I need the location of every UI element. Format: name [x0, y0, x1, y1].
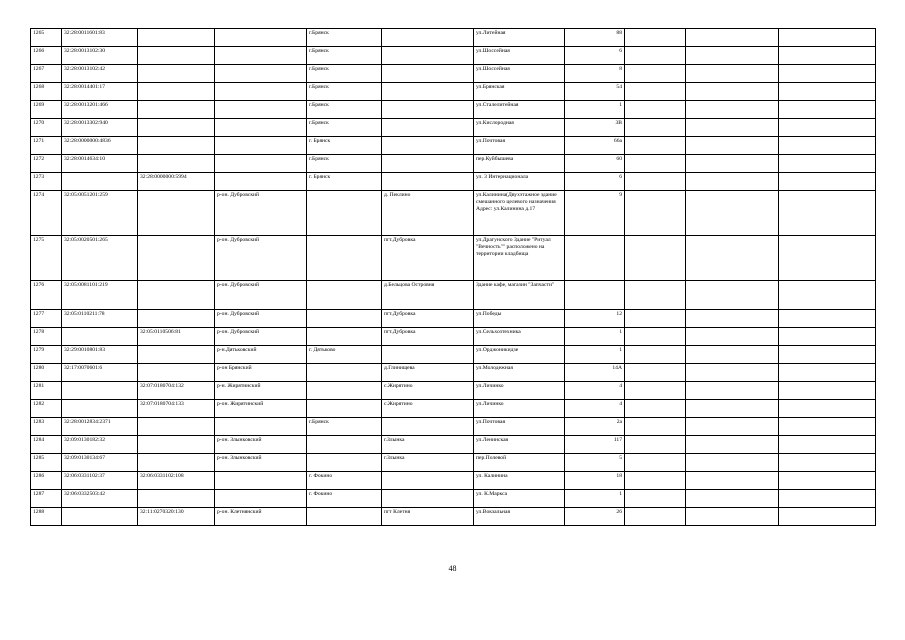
table-cell: 1288 — [31, 508, 62, 526]
registry-table — [30, 28, 876, 526]
table-cell: ул.Шоссейная — [474, 65, 565, 83]
table-cell — [779, 364, 876, 382]
table-cell: р-он. Дубровский — [215, 236, 307, 281]
table-cell — [686, 436, 779, 454]
table-row — [31, 346, 876, 364]
table-cell: г.Брянск — [307, 119, 382, 137]
table-cell: 1 — [565, 328, 625, 346]
table-cell — [62, 173, 138, 191]
table-cell: 1282 — [31, 400, 62, 418]
table-cell — [686, 191, 779, 236]
table-cell: 1 — [565, 490, 625, 508]
table-cell — [686, 29, 779, 47]
table-cell — [779, 418, 876, 436]
table-cell: пгт Клетня — [382, 508, 474, 526]
table-cell: 5 — [565, 454, 625, 472]
table-cell — [138, 65, 215, 83]
table-cell: 32:05:0020501:265 — [62, 236, 138, 281]
table-cell: р-он. Дубровский — [215, 310, 307, 328]
table-row — [31, 328, 876, 346]
table-cell: 66а — [565, 137, 625, 155]
table-cell: р-н.Дятьковский — [215, 346, 307, 364]
table-cell — [779, 191, 876, 236]
table-cell: 1274 — [31, 191, 62, 236]
table-cell — [138, 83, 215, 101]
table-cell: 32:28:0013102:42 — [62, 65, 138, 83]
table-cell — [625, 346, 686, 364]
table-cell — [686, 137, 779, 155]
table-cell — [625, 328, 686, 346]
table-cell — [779, 310, 876, 328]
table-cell — [779, 400, 876, 418]
table-cell: 1281 — [31, 382, 62, 400]
table-cell — [307, 382, 382, 400]
table-cell: 4 — [565, 400, 625, 418]
table-cell: 1271 — [31, 137, 62, 155]
table-cell: ул. 3 Интернационала — [474, 173, 565, 191]
table-cell — [307, 454, 382, 472]
table-cell — [382, 472, 474, 490]
table-cell — [686, 155, 779, 173]
table-cell: д.Бельцова Островня — [382, 281, 474, 310]
table-cell — [138, 119, 215, 137]
table-cell — [138, 137, 215, 155]
table-cell: г.Брянск — [307, 101, 382, 119]
table-cell — [686, 310, 779, 328]
table-cell — [382, 47, 474, 65]
table-cell: 60 — [565, 155, 625, 173]
table-cell: 14А — [565, 364, 625, 382]
table-cell — [382, 65, 474, 83]
table-row — [31, 418, 876, 436]
table-cell: р-н. Жирятинский — [215, 382, 307, 400]
table-row — [31, 83, 876, 101]
table-cell: 1286 — [31, 472, 62, 490]
table-cell — [686, 328, 779, 346]
table-cell: 1283 — [31, 418, 62, 436]
table-cell — [686, 508, 779, 526]
table-cell — [215, 137, 307, 155]
table-cell — [625, 101, 686, 119]
table-cell — [686, 364, 779, 382]
table-cell — [215, 490, 307, 508]
table-cell — [779, 47, 876, 65]
table-cell: р-он Брянский — [215, 364, 307, 382]
table-cell: 1280 — [31, 364, 62, 382]
table-cell — [686, 101, 779, 119]
table-cell — [138, 236, 215, 281]
table-row — [31, 436, 876, 454]
table-cell: 12 — [565, 310, 625, 328]
table-cell: 32:07:0180704:132 — [138, 382, 215, 400]
table-cell: 32:28:0000000:5994 — [138, 173, 215, 191]
table-cell — [382, 101, 474, 119]
table-cell: р-он. Дубровский — [215, 191, 307, 236]
table-cell — [625, 472, 686, 490]
table-cell: 117 — [565, 436, 625, 454]
table-cell: 1287 — [31, 490, 62, 508]
table-cell: ул.Вокзальная — [474, 508, 565, 526]
table-cell — [625, 454, 686, 472]
table-cell: 32:11:0270320:130 — [138, 508, 215, 526]
table-cell — [686, 47, 779, 65]
table-cell — [382, 29, 474, 47]
table-row — [31, 400, 876, 418]
table-row — [31, 47, 876, 65]
page-number: 48 — [448, 564, 457, 573]
table-cell: 3В — [565, 119, 625, 137]
table-cell: 1276 — [31, 281, 62, 310]
table-cell — [779, 454, 876, 472]
table-cell: ул.Орджоникидзе — [474, 346, 565, 364]
table-cell: р-он. Злынковский — [215, 454, 307, 472]
table-cell — [138, 191, 215, 236]
table-row — [31, 472, 876, 490]
table-cell: р-он. Жирятинский — [215, 400, 307, 418]
table-cell — [779, 119, 876, 137]
table-cell: 32:28:0013302:940 — [62, 119, 138, 137]
table-cell: р-он. Дубровский — [215, 281, 307, 310]
table-cell — [686, 119, 779, 137]
table-cell — [625, 310, 686, 328]
table-cell: г.Брянск — [307, 155, 382, 173]
table-cell — [307, 400, 382, 418]
table-cell: ул.Почтовая — [474, 137, 565, 155]
table-cell: ул.Сталелитейная — [474, 101, 565, 119]
table-cell — [62, 400, 138, 418]
table-row — [31, 364, 876, 382]
table-cell — [215, 47, 307, 65]
table-cell — [686, 472, 779, 490]
table-cell: ул.Молодежная — [474, 364, 565, 382]
table-row — [31, 191, 876, 236]
table-cell — [779, 436, 876, 454]
table-cell: 1275 — [31, 236, 62, 281]
table-cell — [779, 29, 876, 47]
table-cell — [62, 508, 138, 526]
table-cell: ул.Кислородная — [474, 119, 565, 137]
table-cell — [215, 119, 307, 137]
table-cell — [565, 281, 625, 310]
table-cell — [138, 310, 215, 328]
table-cell: д.Глинищева — [382, 364, 474, 382]
table-cell: 6 — [565, 173, 625, 191]
table-cell — [779, 382, 876, 400]
table-cell — [686, 490, 779, 508]
table-cell — [138, 101, 215, 119]
table-cell: ул.Шоссейная — [474, 47, 565, 65]
table-cell — [215, 65, 307, 83]
table-cell — [625, 29, 686, 47]
table-cell: р-он. Клетнянский — [215, 508, 307, 526]
table-cell — [138, 364, 215, 382]
table-cell — [625, 47, 686, 65]
table-body — [31, 29, 876, 526]
table-cell — [686, 281, 779, 310]
table-cell: ул.Ленинская — [474, 436, 565, 454]
table-cell: 1268 — [31, 83, 62, 101]
table-cell: ул.Драгунского Здание "Ритуал "Вечность"" расположено на территории кладбища — [474, 236, 565, 281]
table-cell: 32:28:0011601:83 — [62, 29, 138, 47]
table-cell — [779, 490, 876, 508]
table-cell — [215, 472, 307, 490]
table-cell: пгт.Дубровка — [382, 328, 474, 346]
table-cell — [625, 382, 686, 400]
table-row — [31, 29, 876, 47]
table-cell: 1265 — [31, 29, 62, 47]
table-cell: 54 — [565, 83, 625, 101]
table-cell — [625, 418, 686, 436]
table-cell: пгт.Дубровка — [382, 236, 474, 281]
table-cell — [138, 454, 215, 472]
table-row — [31, 490, 876, 508]
table-cell — [307, 436, 382, 454]
table-cell — [138, 47, 215, 65]
table-cell — [779, 472, 876, 490]
table-row — [31, 236, 876, 281]
table-cell — [382, 490, 474, 508]
table-cell: 4 — [565, 382, 625, 400]
table-cell — [779, 236, 876, 281]
table-cell — [686, 382, 779, 400]
table-cell: 32:28:0014634:10 — [62, 155, 138, 173]
table-cell: 32:28:0012834:2371 — [62, 418, 138, 436]
table-cell — [625, 490, 686, 508]
table-row — [31, 310, 876, 328]
table-cell: 32:09:0130182:32 — [62, 436, 138, 454]
table-cell — [625, 155, 686, 173]
table-cell — [779, 65, 876, 83]
table-cell: г. Фокино — [307, 472, 382, 490]
table-cell: 1 — [565, 101, 625, 119]
table-cell: 1270 — [31, 119, 62, 137]
table-cell — [779, 83, 876, 101]
table-cell: 1277 — [31, 310, 62, 328]
table-cell — [625, 191, 686, 236]
table-cell — [382, 155, 474, 173]
table-cell: г. Дятьково — [307, 346, 382, 364]
table-cell — [686, 65, 779, 83]
table-cell: г.Злынка — [382, 454, 474, 472]
table-cell — [625, 83, 686, 101]
table-cell: 32:28:0014401:17 — [62, 83, 138, 101]
table-cell — [138, 281, 215, 310]
table-cell — [625, 137, 686, 155]
table-cell: 1273 — [31, 173, 62, 191]
table-cell: пер.Куйбышева — [474, 155, 565, 173]
table-cell — [138, 490, 215, 508]
table-cell — [565, 236, 625, 281]
table-cell: ул.Калинина(Двухэтажное здание смешанного целевого назначения Адрес: ул.Калинина д.17 — [474, 191, 565, 236]
table-cell — [138, 346, 215, 364]
table-cell: ул. К.Маркса — [474, 490, 565, 508]
table-cell: 32:09:0130134:67 — [62, 454, 138, 472]
table-cell — [625, 173, 686, 191]
table-cell — [625, 119, 686, 137]
table-cell: 32:29:0010801:83 — [62, 346, 138, 364]
table-cell: 1 — [565, 346, 625, 364]
table-cell — [307, 310, 382, 328]
table-cell: 32:06:0331102:108 — [138, 472, 215, 490]
table-cell: с.Жирятино — [382, 400, 474, 418]
table-cell: 32:17:0070601:6 — [62, 364, 138, 382]
table-cell: 32:28:0013201:466 — [62, 101, 138, 119]
table-cell — [686, 236, 779, 281]
table-cell — [307, 508, 382, 526]
table-cell: 32:05:0081101:219 — [62, 281, 138, 310]
table-row — [31, 281, 876, 310]
table-cell: 32:07:0180704:133 — [138, 400, 215, 418]
table-cell — [382, 83, 474, 101]
table-cell — [307, 191, 382, 236]
table-cell — [779, 101, 876, 119]
table-cell — [686, 346, 779, 364]
table-cell: г.Брянск — [307, 47, 382, 65]
table-cell: г. Брянск — [307, 137, 382, 155]
table-cell: с.Жирятино — [382, 382, 474, 400]
table-cell: 1278 — [31, 328, 62, 346]
table-cell: пер.Полевой — [474, 454, 565, 472]
table-cell — [138, 29, 215, 47]
table-cell — [686, 454, 779, 472]
table-cell: Здание кафе, магазин "Запчасти" — [474, 281, 565, 310]
table-cell — [779, 155, 876, 173]
table-cell: 32:28:0000000:4836 — [62, 137, 138, 155]
table-cell: ул.Победы — [474, 310, 565, 328]
table-cell — [382, 137, 474, 155]
table-cell: р-он. Злынковский — [215, 436, 307, 454]
table-cell — [625, 65, 686, 83]
table-cell: 88 — [565, 29, 625, 47]
table-cell — [686, 83, 779, 101]
table-cell — [215, 101, 307, 119]
table-cell — [382, 418, 474, 436]
table-cell: г.Злынка — [382, 436, 474, 454]
table-row — [31, 101, 876, 119]
table-cell: г.Брянск — [307, 65, 382, 83]
table-cell: ул.Сельхозтехника — [474, 328, 565, 346]
table-cell — [138, 418, 215, 436]
table-cell — [625, 281, 686, 310]
table-row — [31, 137, 876, 155]
table-cell: 32:06:0331102:37 — [62, 472, 138, 490]
table-cell — [686, 418, 779, 436]
table-cell: 2а — [565, 418, 625, 436]
table-row — [31, 382, 876, 400]
table-cell — [382, 346, 474, 364]
table-cell: 1272 — [31, 155, 62, 173]
table-row — [31, 454, 876, 472]
table-cell: 18 — [565, 472, 625, 490]
table-cell: ул. Калинина — [474, 472, 565, 490]
table-cell — [686, 173, 779, 191]
table-cell: 32:05:0051201:259 — [62, 191, 138, 236]
table-cell: 1279 — [31, 346, 62, 364]
table-cell: г.Брянск — [307, 83, 382, 101]
table-cell: 1269 — [31, 101, 62, 119]
table-cell: 1266 — [31, 47, 62, 65]
table-cell: пгт.Дубровка — [382, 310, 474, 328]
table-cell — [625, 364, 686, 382]
table-cell — [779, 346, 876, 364]
table-cell — [382, 119, 474, 137]
table-cell — [215, 418, 307, 436]
table-cell: 32:05:0110211:78 — [62, 310, 138, 328]
table-cell — [779, 281, 876, 310]
table-cell: 6 — [565, 47, 625, 65]
table-row — [31, 119, 876, 137]
table-cell — [62, 382, 138, 400]
table-cell: 1284 — [31, 436, 62, 454]
table-cell: 1267 — [31, 65, 62, 83]
table-cell — [138, 436, 215, 454]
table-cell — [215, 83, 307, 101]
table-cell — [382, 173, 474, 191]
table-row — [31, 65, 876, 83]
table-cell — [307, 364, 382, 382]
table-cell: 26 — [565, 508, 625, 526]
table-cell — [215, 173, 307, 191]
table-cell — [625, 400, 686, 418]
table-cell: г. Фокино — [307, 490, 382, 508]
table-cell — [779, 508, 876, 526]
table-cell: 32:05:0110506:81 — [138, 328, 215, 346]
table-row — [31, 173, 876, 191]
table-cell: г. Брянск — [307, 173, 382, 191]
table-cell — [307, 236, 382, 281]
table-cell: 1285 — [31, 454, 62, 472]
table-cell: 8 — [565, 65, 625, 83]
table-cell — [138, 155, 215, 173]
table-cell: ул.Брянская — [474, 83, 565, 101]
table-cell — [625, 236, 686, 281]
table-cell: ул.Литейная — [474, 29, 565, 47]
table-cell — [215, 155, 307, 173]
table-cell — [625, 436, 686, 454]
table-cell — [686, 400, 779, 418]
table-cell — [779, 328, 876, 346]
table-cell — [215, 29, 307, 47]
table-cell: 9 — [565, 191, 625, 236]
table-cell: ул.Почтовая — [474, 418, 565, 436]
table-cell — [307, 281, 382, 310]
table-cell: ул.Личинко — [474, 382, 565, 400]
table-cell — [62, 328, 138, 346]
table-row — [31, 155, 876, 173]
table-cell: ул.Личинко — [474, 400, 565, 418]
table-row — [31, 508, 876, 526]
table-cell: 32:28:0013102:30 — [62, 47, 138, 65]
table-cell — [779, 173, 876, 191]
table-cell: 32:06:0332503:42 — [62, 490, 138, 508]
table-cell — [779, 137, 876, 155]
table-cell: р-он. Дубровский — [215, 328, 307, 346]
table-cell: г.Брянск — [307, 418, 382, 436]
table-cell: д. Пеклино — [382, 191, 474, 236]
table-cell — [307, 328, 382, 346]
table-cell: г.Брянск — [307, 29, 382, 47]
table-cell — [625, 508, 686, 526]
